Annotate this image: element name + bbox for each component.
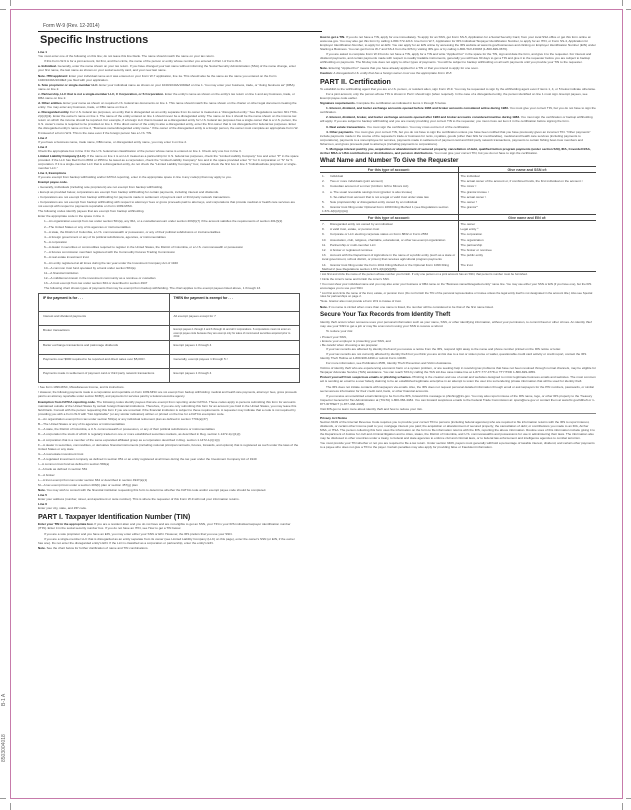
row-number: 2.	[322, 179, 325, 184]
account-type: Sole proprietorship or disregarded entity owned by an individual	[330, 200, 418, 205]
fatca-code: G—A real estate investment trust	[38, 451, 84, 456]
part1-text: Enter your TIN in the appropriate box. If you are a resident alien and you do not have and are not eligible to get an SSN, your TIN is your IRS individual taxpayer identification number (ITIN). Enter it in the social security number box. If you do not have an ITIN, see How to get a TIN below.	[38, 522, 291, 531]
account-type: Grantor trust filing under Optional Form 1099 Filing Method 1 (see Regulations section 1.671-4(b)(2)(i)(A))	[322, 205, 449, 214]
fatca-code: D—A corporation the stock of which is regularly traded on one or more established securities markets, as described in Reg. section 1.1472-1(c)(1)(i)	[38, 432, 241, 437]
reduce-intro: To reduce your risk:	[326, 329, 353, 334]
row-number: 6.	[322, 205, 325, 210]
table-row	[39, 369, 300, 383]
account-type: Account with the Department of Agriculture in the name of a public entity (such as a state or local government, school district, or prison) that receives agricultural program payments	[322, 253, 456, 262]
form-id: Form W-9 (Rev. 12-2014)	[43, 23, 100, 29]
row-number: 13.	[322, 253, 327, 258]
account-type: Partnership or multi-member LLC	[330, 242, 376, 247]
crop-mark	[622, 0, 623, 6]
footnote: ¹ List first and circle the name of the person whose number you furnish. If only one person on a joint account has an SSN, that person's number must be furnished.	[320, 272, 528, 277]
payee-code: 8—A real estate investment trust	[44, 255, 89, 260]
privacy-text: Section 6109 of the Internal Revenue Code requires you to provide your correct TIN to persons (including federal agencies) who are required to file information returns with the IRS to report interest, dividends, or certain other income paid to you; mortgage interest you paid; the acquisition or abandonment of secured property; the cancellation of debt; or contributions you made to an IRA, Archer MSA, or HSA. The person collecting this form uses the information on the form to file information returns with the IRS, reporting the above information. Routine uses of this information include giving it to the Department of Justice for civil and criminal litigation and to cities, states, the District of Columbia, and U.S. commonwealths and possessions for use in administering their laws. The information also may be disclosed to other countries under a treaty, to federal and state agencies to enforce civil and criminal laws, or to federal law enforcement and intelligence agencies to combat terrorism.	[320, 420, 595, 441]
how-to-get-tin: How to get a TIN. If you do not have a TIN, apply for one immediately. To apply for an SSN, get Form SS-5, Application for a Social Security Card, from your local SSA office or get this form online at www.ssa.gov. You may also get this form by calling 1-800-772-1213. Use Form W-7, Application for IRS Individual Taxpayer Identification Number, to apply for an ITIN, or Form SS-4, Application for Employer Identification Number, to apply for an EIN. You can apply for an EIN online by accessing the IRS website at www.irs.gov/businesses and clicking on Employer Identification Number (EIN) under Starting a Business. You can get Forms W-7 and SS-4 from the IRS by visiting IRS.gov or by calling 1-800-TAX-FORM (1-800-829-3676).	[320, 35, 596, 52]
footnote: ¹ See Form 1099-MISC, Miscellaneous Income, and its instructions.	[38, 385, 125, 390]
line1-joint: If this Form W-9 is for a joint account, list first, and then circle, the name of the person or entity whose number you entered in Part I of Form W-9.	[44, 59, 242, 64]
give-name: The trust	[458, 262, 596, 272]
line4-text: If you are exempt from backup withholding and/or FATCA reporting, enter in the appropriate space in line 4 any code(s) that may apply to you.	[38, 175, 232, 180]
cert-item: 2. Interest, dividend, broker, and barter exchange accounts opened after 1983 and broker accounts considered inactive during 1983. You must sign the certification or backup withholding will apply. If you are subject to backup withholding and you are merely providing your correct TIN to the requester, you must cross out item 2 in the certification before signing the form.	[320, 115, 593, 124]
risk-text: If your tax records are not currently affected by identity theft but you think you are at risk due to a lost or stolen purse or wallet, questionable credit card activity or credit report, contact the IRS Identity Theft Hotline at 1-800-908-4490 or submit Form 14039.	[320, 351, 587, 360]
row-number: 12.	[322, 247, 327, 252]
payee-code: 2—The United States or any of its agencies or instrumentalities	[44, 224, 131, 229]
payee-code: 5—A corporation	[44, 239, 68, 244]
fatca-code: J—A bank as defined in section 581	[38, 467, 88, 472]
row-number: 14.	[322, 262, 327, 267]
give-name: The grantor*	[460, 205, 478, 210]
footnote: ⁴ List first and circle the name of the trust, estate, or pension trust. (Do not furnish the TIN of the personal representative or trustee unless the legal entity itself is not designated in the account title.) Also see Special rules for partnerships on page 2.	[320, 290, 593, 299]
give-name: The individual	[460, 173, 480, 178]
row-number: 1.	[322, 173, 325, 178]
payee-code: 1—An organization exempt from tax under section 501(a), any IRA, or a custodial account under section 403(b)(7) if the account satisfies the requirements of section 401(f)(2)	[44, 219, 283, 224]
payee-code: 9—An entity registered at all times during the tax year under the Investment Company Act of 1940	[44, 260, 178, 265]
para-individual: a. Individual. Generally, enter the name shown on your tax return. If you have changed your last name without informing the Social Security Administration (SSA) of the name change, enter your first name, the last name as shown on your social security card, and your new last name.	[38, 64, 296, 73]
exempt-bullet: • Corporations are not exempt from backup withholding with respect to attorneys' fees or gross proceeds paid to attorneys, and corporations that provide medical or health care services are not exempt with respect to payments reportable on Form 1099-MISC.	[38, 199, 296, 208]
codes-enter: Enter the appropriate code in the space in line 4.	[38, 214, 105, 219]
exempt-payee-heading: Exempt payee code.	[38, 180, 68, 185]
left-column	[38, 50, 300, 551]
note-circled: Note. If no name is circled when more than one name is listed, the number will be considered to be that of the first name listed.	[320, 305, 494, 310]
table-header-cell: For this type of account:	[320, 214, 458, 220]
fatca-code: A—An organization exempt from tax under section 501(a) or any individual retirement plan as defined in section 7701(a)(37)	[38, 417, 208, 422]
give-name: The partnership	[460, 242, 483, 247]
table-cell: Generally, exempt payees 1 through 5 ²	[169, 355, 300, 369]
give-name: The owner ³	[460, 200, 478, 205]
line3-text: Check the appropriate box in line 3 for the U.S. federal tax classification of the person whose name is entered on line 1. Check only one box in line 3.	[38, 148, 242, 153]
para-other-entities: d. Other entities. Enter your name as shown on required U.S. federal tax documents on line 1. This name should match the name shown on the charter or other legal document creating the entity. You may enter any business, trade, or DBA name on line 2.	[38, 101, 297, 110]
reduce-bullet: • Protect your SSN,	[320, 334, 347, 339]
payee-code: 4—A foreign government or any of its political subdivisions, agencies, or instrumentalities	[44, 234, 166, 239]
para-llc: Limited Liability Company (LLC). If the name on line 1 is an LLC treated as a partnership for U.S. federal tax purposes, check the "Limited Liability Company" box and enter "P" in the space provided. If the LLC has filed Form 8832 or 2553 to be taxed as a corporation, check the "Limited Liability Company" box and in the space provided enter "C" for C corporation or "S" for S corporation. If it is a single-member LLC that is a disregarded entity, do not check the "Limited Liability Company" box; instead check the first box in line 3 "Individual/sole proprietor or single-member LLC."	[38, 154, 299, 171]
reduce-bullet: • Be careful when choosing a tax preparer.	[320, 342, 379, 347]
chart-intro: The following chart shows types of payments that may be exempt from backup withholding. The chart applies to the exempt payees listed above, 1 through 13.	[44, 286, 261, 291]
fatca-code: E—A corporation that is a member of the same expanded affiliated group as a corporation described in Reg. section 1.1472-1(c)(1)(i)	[38, 437, 220, 442]
table-row	[39, 341, 300, 355]
para-partnership: c. Partnership, LLC that is not a single-member LLC, C Corporation, or S Corporation. Enter the entity's name as shown on the entity's tax return on line 1 and any business, trade, or DBA name on line 2.	[38, 91, 295, 100]
table-header-cell: IF the payment is for . . .	[39, 294, 170, 312]
table-header-cell: THEN the payment is exempt for . . .	[169, 294, 300, 312]
fatca-code: L—A trust exempt from tax under section 664 or described in section 4947(a)(1)	[38, 477, 148, 482]
page-title: Specific Instructions	[40, 34, 149, 46]
give-name: The broker or nominee	[460, 247, 492, 252]
account-type: Individual	[330, 173, 344, 178]
part2-joint: For a joint account, only the person whose TIN is shown in Part I should sign (when required). In the case of a disregarded entity, the person identified on line 1 must sign. Exempt payees, see Exempt payee code earlier.	[320, 91, 588, 100]
fatca-code: C—A state, the District of Columbia, a U.S. commonwealth or possession, or any of their political subdivisions or instrumentalities	[38, 427, 215, 432]
footnote: *Note. Grantor also must provide a Form W-9 to trustee of trust.	[320, 299, 402, 304]
payee-code: 12—A middleman known in the investment community as a nominee or custodian	[44, 275, 156, 280]
table-cell: All exempt payees except for 7	[169, 312, 300, 326]
payee-codes-list	[38, 219, 300, 285]
payee-code: 7—A futures commission merchant registered with the Commodity Futures Trading Commission	[44, 250, 176, 255]
give-name: The corporation	[460, 232, 483, 237]
note-applied: Note. Entering "Applied For" means that you have already applied for a TIN or that you intend to apply for one soon.	[320, 65, 479, 70]
exempt-bullet: • Generally, individuals (including sole proprietors) are not exempt from backup withholding.	[38, 184, 164, 189]
privacy-heading: Privacy Act Notice	[320, 416, 348, 421]
table-header-cell: For this type of account:	[320, 167, 458, 173]
give-name: The organization	[460, 237, 484, 242]
line3-heading: Line 3	[38, 144, 47, 149]
table-cell: Payments made in settlement of payment card or third party network transactions	[39, 369, 170, 383]
crop-mark	[10, 0, 11, 6]
row-number: 4.	[322, 189, 325, 194]
section-divider	[320, 413, 596, 414]
row-number: 9.	[322, 232, 325, 237]
header-rule	[38, 31, 274, 32]
account-type: A valid trust, estate, or pension trust	[330, 227, 380, 232]
fatca-code: K—A broker	[38, 472, 55, 477]
account-type: A broker or registered nominee	[330, 247, 373, 252]
visit-text: Visit IRS.gov to learn more about identity theft and how to reduce your risk.	[320, 407, 423, 412]
line5-text: Enter your address (number, street, and apartment or suite number). This is where the requester of this Form W-9 will mail your information returns.	[38, 497, 240, 502]
table-cell: Broker transactions	[39, 326, 170, 341]
more-info-text: For more information, see Publication 4535, Identity Theft Prevention and Victim Assistance.	[326, 361, 453, 366]
give-name: The actual owner of the account or, if combined funds, the first individual on the account ¹	[460, 179, 583, 184]
crop-mark	[0, 9, 6, 10]
give-name: Legal entity ⁴	[460, 227, 479, 232]
part2-heading: PART II. Certification	[320, 76, 391, 86]
table-row	[320, 253, 596, 262]
account-type: b. So-called trust account that is not a legal or valid trust under state law	[330, 194, 429, 199]
cert-item: 4. Other payments. You must give your correct TIN, but you do not have to sign the certification unless you have been notified that you have previously given an incorrect TIN. "Other payments" include payments made in the course of the requester's trade or business for rents, royalties, goods (other than bills for merchandise), medical and health care services (including payments to corporations), payments to a nonemployee for services, payments made in settlement of payment card and third party network transactions, payments to certain fishing boat crew members and fishermen, and gross proceeds paid to attorneys (including payments to corporations).	[320, 129, 591, 146]
exempt-payment-table	[38, 293, 300, 383]
report-text: If you receive an unsolicited email claiming to be from the IRS, forward this message to phishing@irs.gov. You may also report misuse of the IRS name, logo, or other IRS property to the Treasury Inspector General for Tax Administration at (TIGTA) 1-800-366-4484. You can forward suspicious emails to the Federal Trade Commission at: spam@uce.gov or contact them at www.ftc.gov/idtheft or 1-877-IDTHEFT (1-877-438-4338).	[320, 393, 595, 406]
table-row	[320, 205, 596, 215]
line6-text: Enter your city, state, and ZIP code.	[38, 506, 87, 511]
account-type: a. The usual revocable savings trust (grantor is also trustee)	[330, 189, 413, 194]
table-row	[39, 312, 300, 326]
line4-heading: Line 4, Exemptions	[38, 171, 67, 176]
table-cell: Exempt payees 1 through 4	[169, 341, 300, 355]
footnote: ³ You must show your individual name and you may also enter your business or DBA name on the "Business name/disregarded entity" name line. You may use either your SSN or EIN (if you have one), but the IRS encourages you to use your SSN.	[320, 281, 592, 290]
payee-code: 6—A dealer in securities or commodities required to register in the United States, the District of Columbia, or a U.S. commonwealth or possession	[44, 245, 244, 250]
line2-heading: Line 2	[38, 135, 47, 140]
irs-contact-text: The IRS does not initiate contacts with taxpayers via emails. Also, the IRS does not request personal detailed information through email or ask taxpayers for the PIN numbers, passwords, or similar secret access information for their credit card, bank, or other financial accounts.	[320, 384, 595, 393]
note-fatca: Note. You may wish to consult with the financial institution requesting this form to determine whether the FATCA code and/or exempt payee code should be completed.	[38, 487, 267, 492]
give-name: The minor ²	[460, 184, 477, 189]
table-header-cell: Give name and SSN of:	[458, 167, 596, 173]
name-number-table	[320, 166, 596, 272]
table-header-row	[39, 294, 300, 312]
row-number: 10.	[322, 237, 327, 242]
reduce-bullet: • Ensure your employer is protecting your SSN, and	[320, 338, 391, 343]
exempt-bullet: • Corporations are not exempt from backup withholding for payments made in settlement of payment card or third party network transactions.	[38, 194, 231, 199]
part1-note: Note. See the chart below for further clarification of name and TIN combinations.	[38, 545, 149, 550]
account-type: Grantor trust filing under the Form 1041 Filing Method or the Optional Form 1099 Filing Method 2 (see Regulations section 1.671-4(b)(2)(i)(B))	[322, 262, 449, 271]
account-type: Disregarded entity not owned by an individual	[330, 221, 393, 226]
footnote: ² However, the following payments made to a corporation and reportable on Form 1099-MISC are not exempt from backup withholding: medical and health care payments, attorneys' fees, gross proceeds paid to an attorney reportable under section 6045(f), and payments for services paid by a federal executive agency.	[38, 390, 297, 398]
line5-heading: Line 5	[38, 493, 47, 498]
table-cell: Payments over $600 required to be reported and direct sales over $5,000 ¹	[39, 355, 170, 369]
cert-item: 1. Interest, dividend, and barter exchange accounts opened before 1984 and broker accounts considered active during 1983. You must give your correct TIN, but you do not have to sign the certification.	[320, 106, 596, 115]
table-cell: Interest and dividend payments	[39, 312, 170, 326]
para-sole-prop: b. Sole proprietor or single-member LLC. Enter your individual name as shown on your 1040/1040A/1040EZ on line 1. You may enter your business, trade, or "doing business as" (DBA) name on line 2.	[38, 82, 295, 91]
table-cell: Barter exchange transactions and patronage dividends	[39, 341, 170, 355]
what-name-heading: What Name and Number To Give the Requester	[320, 157, 459, 165]
codes-intro: The following codes identify payees that are exempt from backup withholding.	[38, 209, 145, 214]
privacy-text: You must provide your TIN whether or not you are required to file a tax return. Under section 3406, payers must generally withhold a percentage of taxable interest, dividend, and certain other payments to a payee who does not give a TIN to the payer. Certain penalties may also apply for providing false or fraudulent information.	[320, 441, 595, 450]
table-cell: Exempt payees 1 through 4	[169, 369, 300, 383]
exempt-bullet: • Except as provided below, corporations are exempt from backup withholding for certain payments, including interest and dividends.	[38, 189, 219, 194]
margin-number: 8503004018	[1, 734, 7, 762]
payee-code: 11—A financial institution	[44, 270, 79, 275]
crop-mark	[0, 798, 6, 799]
applied-for-text: If you are asked to complete Form W-9 but do not have a TIN, apply for a TIN and write "Applied For" in the space for the TIN, sign and date the form, and give it to the requester. For interest and dividend payments, and certain payments made with respect to readily tradable instruments, generally you will have 60 days to get a TIN and give it to the requester before you are subject to backup withholding on payments. The 60-day rule does not apply to other types of payments. You will be subject to backup withholding on all such payments until you provide your TIN to the requester.	[320, 52, 592, 65]
affected-text: If your tax records are affected by identity theft and you receive a notice from the IRS, respond right away to the name and phone number printed on the IRS notice or letter.	[326, 346, 562, 351]
header-rule	[274, 31, 322, 32]
table-cell: Exempt payees 1 through 4 and 6 through 11 and all C corporations. S corporations must not enter an exempt payee code because they are exempt only for sales of noncovered securities acquired prior to 2012.	[169, 326, 300, 341]
crop-mark	[10, 803, 11, 810]
crop-mark	[622, 803, 623, 810]
right-column	[320, 35, 596, 451]
give-name: The owner	[460, 221, 476, 226]
account-type: Two or more individuals (joint account)	[330, 179, 383, 184]
fatca-code: F—A dealer in securities, commodities, or derivative financial instruments (including notional principal contracts, futures, forwards, and options) that is registered as such under the laws of the United States or any state	[38, 442, 299, 451]
part1-llc: If you are a single-member LLC that is disregarded as an entity separate from its owner (see Limited Liability Company (LLC) on this page), enter the owner's SSN (or EIN, if the owner has one). Do not enter the disregarded entity's EIN. If the LLC is classified as a corporation or partnership, enter the entity's EIN.	[38, 536, 295, 545]
cert-item: 3. Real estate transactions. You must sign the certification. You may cross out item 2 of the certification.	[326, 124, 470, 129]
give-name: The actual owner ¹	[460, 194, 487, 199]
protect-text: Protect yourself from suspicious emails or phishing schemes. Phishing is the creation and use of email and websites designed to mimic legitimate business emails and websites. The most common act is sending an email to a user falsely claiming to be an established legitimate enterprise in an attempt to scam the user into surrendering private information that will be used for identity theft.	[320, 375, 596, 384]
payee-code: 3—A state, the District of Columbia, a U.S. commonwealth or possession, or any of their political subdivisions or instrumentalities	[44, 229, 221, 234]
crop-mark	[626, 798, 631, 799]
victims-text: Victims of identity theft who are experiencing economic harm or a system problem, or are seeking help in resolving tax problems that have not been resolved through normal channels, may be eligible for Taxpayer Advocate Service (TAS) assistance. You can reach TAS by calling the TAS toll-free case intake line at 1-877-777-4778 or TTY/TDD 1-800-829-4059.	[320, 366, 596, 375]
payee-code: 13—A trust exempt from tax under section 664 or described in section 4947	[44, 281, 148, 286]
table-row	[39, 355, 300, 369]
para-fatca: Exemption from FATCA reporting code. The following codes identify payees that are exempt from reporting under FATCA. These codes apply to persons submitting this form for accounts maintained outside of the United States by certain foreign financial institutions. Therefore, if you are only submitting this form for an account you hold in the United States, you may leave this field blank. Consult with the person requesting this form if you are uncertain if the financial institution is subject to these requirements. A requester may indicate that a code is not required by providing you with a Form W-9 with "Not Applicable" (or any similar indication) written or printed on the line for a FATCA exemption code.	[38, 399, 297, 416]
fatca-code: M—A tax exempt trust under a section 403(b) plan or section 457(g) plan	[38, 482, 138, 487]
give-name: The public entity	[460, 253, 484, 258]
account-type: Custodian account of a minor (Uniform Gift to Minors Act)	[330, 184, 409, 189]
fatca-code: B—The United States or any of its agencies or instrumentalities	[38, 422, 125, 427]
cert-item: 5. Mortgage interest paid by you, acquisition or abandonment of secured property, cancellation of debt, qualified tuition program payments (under section 529), IRA, Coverdell ESA, Archer MSA or HSA contributions or distributions, and pension distributions. You must give your correct TIN, but you do not have to sign the certification.	[320, 146, 591, 156]
fatca-code: I—A common trust fund as defined in section 584(a)	[38, 462, 110, 467]
note-itin: Note. ITIN applicant: Enter your individual name as it was entered on your Form W-7 application, line 1a. This should also be the same as the name you entered on the Form 1040/1040A/1040EZ you filed with your application.	[38, 73, 277, 82]
crop-mark	[626, 9, 631, 10]
para-disregarded: e. Disregarded entity. For U.S. federal tax purposes, an entity that is disregarded as an entity separate from its owner is treated as a "disregarded entity." See Regulations section 301.7701-2(c)(2)(iii). Enter the owner's name on line 1. The name of the entity entered on line 1 should never be a disregarded entity. The name on line 1 should be the name shown on the income tax return on which the income should be reported. For example, if a foreign LLC that is treated as a disregarded entity for U.S. federal tax purposes has a single owner that is a U.S. person, the U.S. owner's name is required to be provided on line 1. If the direct owner of the entity is also a disregarded entity, enter the first owner that is not disregarded for federal tax purposes. Enter the disregarded entity's name on line 2, "Business name/disregarded entity name." If the owner of the disregarded entity is a foreign person, the owner must complete an appropriate Form W-8 instead of a Form W-9. This is the case even if the foreign person has a U.S. TIN.	[38, 110, 299, 135]
payee-code: 10—A common trust fund operated by a bank under section 584(a)	[44, 265, 136, 270]
fatca-code: H—A regulated investment company as defined in section 851 or an entity registered at all times during the tax year under the Investment Company Act of 1940	[38, 457, 257, 462]
row-number: 7.	[322, 221, 325, 226]
table-header-cell: Give name and EIN of:	[458, 214, 596, 220]
row-number: 3.	[322, 184, 325, 189]
footnote: ² Circle the minor's name and furnish the minor's SSN.	[320, 277, 390, 282]
secure-records-heading: Secure Your Tax Records from Identity Theft	[320, 311, 451, 319]
line1-heading: Line 1	[38, 50, 47, 54]
secure-text: Identity theft occurs when someone uses your personal information such as your name, SSN, or other identifying information, without your permission, to commit fraud or other crimes. An identity thief may use your SSN to get a job or may file a tax return using your SSN to receive a refund.	[320, 320, 592, 329]
part1-heading: PART I. Taxpayer Identification Number (TIN)	[38, 512, 191, 522]
line2-text: If you have a business name, trade name, DBA name, or disregarded entity name, you may enter it on line 2.	[38, 139, 187, 144]
account-type: Corporate or LLC electing corporate status on Form 8832 or Form 2553	[330, 232, 429, 237]
row-number: 11.	[322, 242, 327, 247]
part2-text: To establish to the withholding agent that you are a U.S. person, or resident alien, sign Form W-9. You may be requested to sign by the withholding agent even if items 1, 4, or 5 below indicate otherwise.	[320, 86, 596, 91]
row-number: 8.	[322, 227, 325, 232]
account-type: Association, club, religious, charitable, educational, or other tax-exempt organization	[330, 237, 446, 242]
line6-heading: Line 6	[38, 502, 47, 507]
margin-code: B-1 A	[1, 693, 7, 706]
row-number: 5.	[322, 200, 325, 205]
give-name: The grantor-trustee ¹	[460, 189, 489, 194]
part1-sole: If you are a sole proprietor and you have an EIN, you may enter either your SSN or EIN. However, the IRS prefers that you use your SSN.	[44, 531, 233, 536]
caution-text: Caution: A disregarded U.S. entity that has a foreign owner must use the appropriate Form W-8.	[320, 70, 453, 75]
signature-req: Signature requirements. Complete the certification as indicated in items 1 through 5 below.	[320, 101, 447, 106]
table-row	[39, 326, 300, 341]
table-row	[320, 262, 596, 272]
line1-text: You must enter one of the following on this line; do not leave this line blank. The name should match the name on your tax return.	[38, 54, 215, 59]
